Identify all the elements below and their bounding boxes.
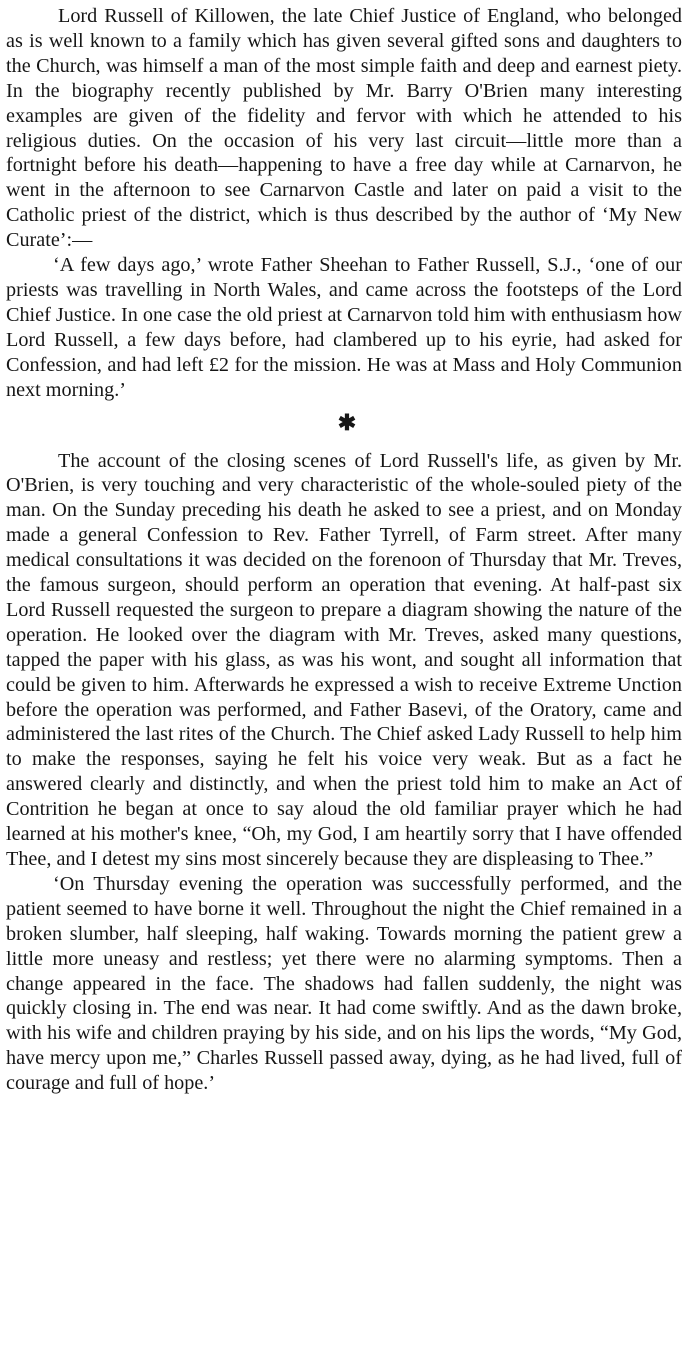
paragraph-final-night: ‘On Thursday evening the operation was successfully performed, and the patient seemed to have borne it well. Throughout the night the Chief remained in a broken slumber, half sleeping, half waking. Towards morning the patient grew a little more uneasy and restless; yet there were no alarming symptoms. Then a change appeared in the face. The shadows had fallen suddenly, the night was quickly closing in. The end was near. It had come swiftly. And as the dawn broke, with his wife and children praying by his side, and on his lips the words, “My God, have mercy upon me,” Charles Russell passed away, dying, as he had lived, full of courage and full of hope.’ xyxy=(6,872,682,1095)
paragraph-lord-russell-piety: Lord Russell of Killowen, the late Chief Justice of England, who belonged as is well known to a family which has given several gifted sons and daughters to the Church, was himself a man of the most simple faith and deep and earnest piety. In the biography recently published by Mr. Barry O'Brien many interesting examples are given of the fidelity and fervor with which he attended to his religious duties. On the occasion of his very last circuit—little more than a fortnight before his death—happening to have a free day while at Carnarvon, he went in the afternoon to see Carnarvon Castle and later on paid a visit to the Catholic priest of the district, which is thus described by the author of ‘My New Curate’:— xyxy=(6,5,682,252)
section-divider-asterisk xyxy=(6,409,682,437)
paragraph-closing-scenes: The account of the closing scenes of Lord Russell's life, as given by Mr. O'Brien, is very touching and very characteristic of the whole-souled piety of the man. On the Sunday preceding his death he asked to see a priest, and on Monday made a general Confession to Rev. Father Tyrrell, of Farm street. After many medical consultations it was decided on the forenoon of Thursday that Mr. Treves, the famous surgeon, should perform an operation that evening. At half-past six Lord Russell requested the surgeon to prepare a diagram showing the nature of the operation. He looked over the diagram with Mr. Treves, asked many questions, tapped the paper with his glass, as was his wont, and sought all information that could be given to him. Afterwards he expressed a wish to receive Extreme Unction before the operation was performed, and Father Basevi, of the Oratory, came and administered the last rites of the Church. The Chief asked Lady Russell to help him to make the responses, saying he felt his voice very weak. But as a fact he answered clearly and distinctly, and when the priest told him to make an Act of Contrition he began at once to say aloud the old familiar prayer which he had learned at his mother's knee, “Oh, my God, I am heartily sorry that I have offended Thee, and I detest my sins most sincerely because they are displeasing to Thee.” xyxy=(6,449,682,870)
asterisk-ornament: ✱ xyxy=(337,409,357,435)
paragraph-sheehan-letter: ‘A few days ago,’ wrote Father Sheehan to Father Russell, S.J., ‘one of our priests was travelling in North Wales, and came across the footsteps of the Lord Chief Justice. In one case the old priest at Carnarvon told him with enthusiasm how Lord Russell, a few days before, had clambered up to his eyrie, had asked for Confession, and had left £2 for the mission. He was at Mass and Holy Communion next morning.’ xyxy=(6,254,682,401)
